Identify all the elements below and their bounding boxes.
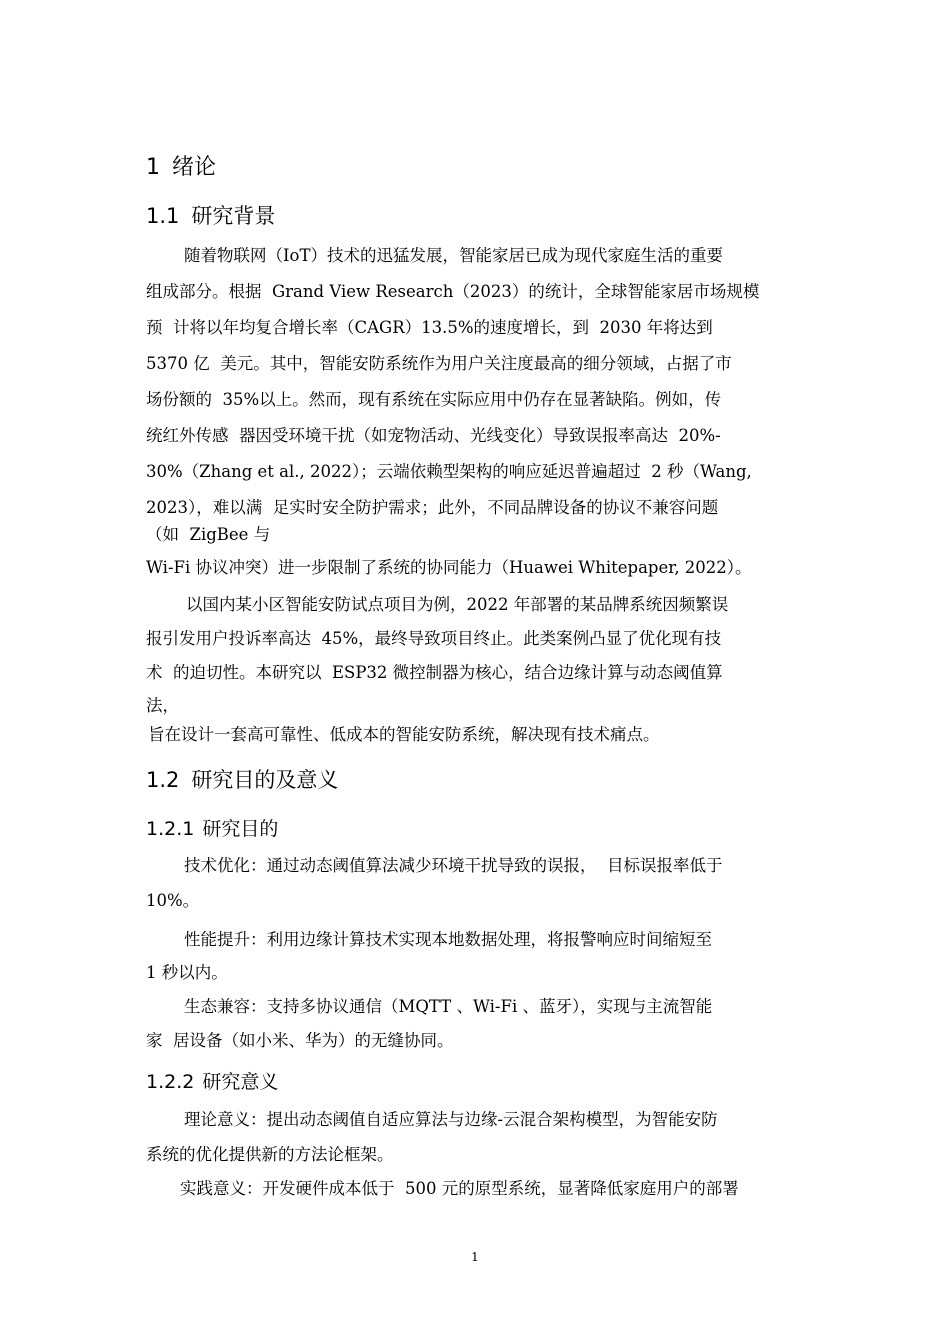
subsection-heading-1-2-2 bbox=[146, 1067, 278, 1094]
paragraph-line: 2023），难以满 足实时安全防护需求；此外，不同品牌设备的协议不兼容问题 bbox=[146, 498, 719, 517]
paragraph-line: 法， bbox=[146, 696, 179, 715]
paragraph-line: Wi-Fi 协议冲突）进一步限制了系统的协同能力（Huawei Whitepaper, 2022）。 bbox=[146, 558, 752, 577]
paragraph-line: 30%（Zhang et al., 2022）；云端依赖型架构的响应延迟普遍超过 2 秒（Wang, bbox=[146, 462, 752, 481]
goal-perf-line: 1 秒以内。 bbox=[146, 963, 228, 982]
page-number: 1 bbox=[471, 1250, 479, 1264]
subsection-heading-1-2-1 bbox=[146, 814, 278, 841]
section-number: 1.2 bbox=[146, 768, 180, 792]
chapter-heading bbox=[146, 150, 216, 181]
subsection-number: 1.2.1 bbox=[146, 818, 195, 840]
subsection-title: 研究意义 bbox=[202, 1071, 279, 1093]
section-number: 1.1 bbox=[146, 204, 180, 228]
subsection-title: 研究目的 bbox=[202, 818, 279, 840]
goal-eco-line: 生态兼容：支持多协议通信（MQTT 、Wi-Fi 、蓝牙），实现与主流智能 bbox=[184, 997, 713, 1016]
goal-tech-line: 技术优化：通过动态阈值算法减少环境干扰导致的误报， 目标误报率低于 bbox=[184, 856, 723, 875]
paragraph-line: 场份额的 35%以上。然而，现有系统在实际应用中仍存在显著缺陷。例如，传 bbox=[146, 390, 722, 409]
chapter-number: 1 bbox=[146, 155, 160, 180]
significance-theory-line: 理论意义：提出动态阈值自适应算法与边缘-云混合架构模型，为智能安防 bbox=[184, 1110, 718, 1129]
paragraph-line: 统红外传感 器因受环境干扰（如宠物活动、光线变化）导致误报率高达 20%- bbox=[146, 426, 721, 445]
paragraph-line: 以国内某小区智能安防试点项目为例，2022 年部署的某品牌系统因频繁误 bbox=[186, 595, 729, 614]
goal-tech-line: 10%。 bbox=[146, 891, 200, 910]
significance-practice-line: 实践意义：开发硬件成本低于 500 元的原型系统，显著降低家庭用户的部署 bbox=[180, 1179, 739, 1198]
paragraph-line: 报引发用户投诉率高达 45%，最终导致项目终止。此类案例凸显了优化现有技 bbox=[146, 629, 722, 648]
chapter-title: 绪论 bbox=[172, 155, 217, 180]
section-heading-1-1 bbox=[146, 200, 275, 230]
section-title: 研究目的及意义 bbox=[191, 768, 339, 792]
paragraph-line: 旨在设计一套高可靠性、低成本的智能安防系统，解决现有技术痛点。 bbox=[148, 725, 660, 744]
paragraph-line: 5370 亿 美元。其中，智能安防系统作为用户关注度最高的细分领域，占据了市 bbox=[146, 354, 732, 373]
paragraph-line: 术 的迫切性。本研究以 ESP32 微控制器为核心，结合边缘计算与动态阈值算 bbox=[146, 663, 723, 682]
subsection-number: 1.2.2 bbox=[146, 1071, 195, 1093]
goal-eco-line: 家 居设备（如小米、华为）的无缝协同。 bbox=[146, 1031, 454, 1050]
section-title: 研究背景 bbox=[191, 204, 276, 228]
paragraph-line: 预 计将以年均复合增长率（CAGR）13.5%的速度增长，到 2030 年将达到 bbox=[146, 318, 713, 337]
significance-theory-line: 系统的优化提供新的方法论框架。 bbox=[146, 1145, 394, 1164]
goal-perf-line: 性能提升：利用边缘计算技术实现本地数据处理，将报警响应时间缩短至 bbox=[184, 930, 712, 949]
section-heading-1-2 bbox=[146, 764, 338, 794]
paragraph-line: （如 ZigBee 与 bbox=[146, 525, 271, 544]
paragraph-line: 随着物联网（IoT）技术的迅猛发展，智能家居已成为现代家庭生活的重要 bbox=[184, 246, 723, 265]
paragraph-line: 组成部分。根据 Grand View Research（2023）的统计，全球智能家居市场规模 bbox=[146, 282, 760, 301]
